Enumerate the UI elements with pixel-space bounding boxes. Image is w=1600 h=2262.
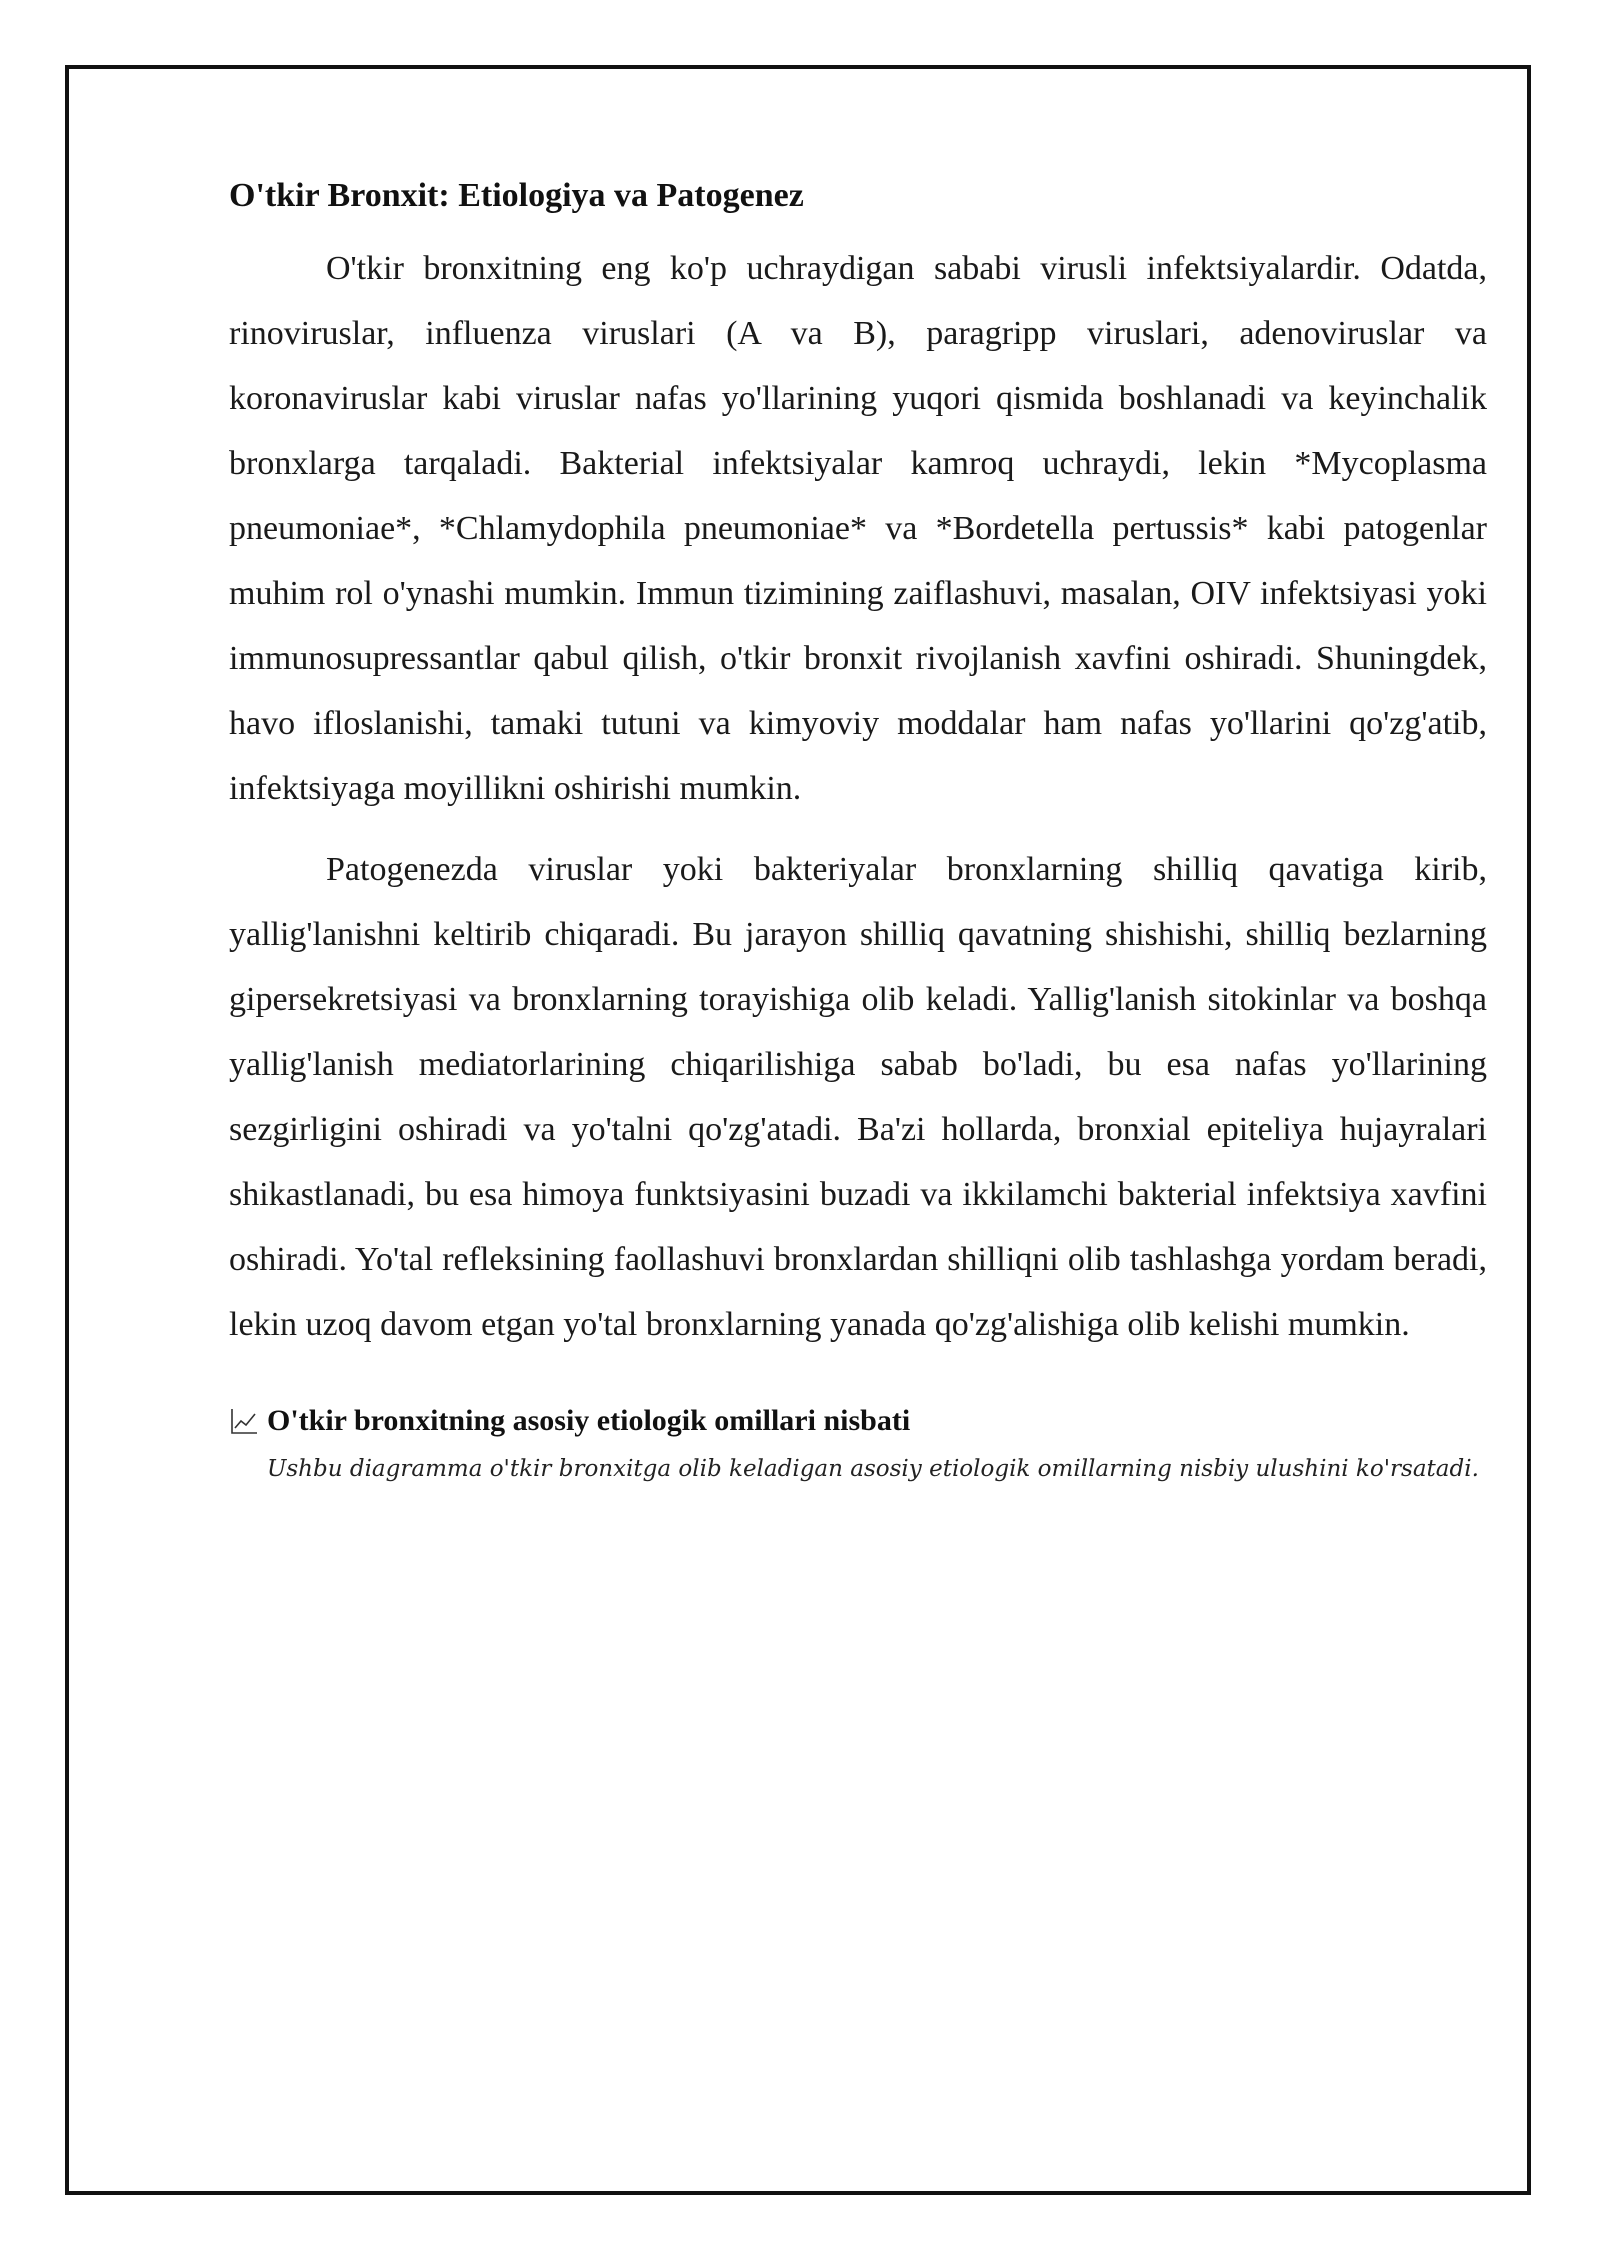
- chart-block: [229, 1401, 1487, 1487]
- chart-title: O'tkir bronxitning asosiy etiologik omillari nisbati: [267, 1404, 911, 1437]
- chart-line-icon: [229, 1406, 259, 1436]
- chart-caption: Ushbu diagramma o'tkir bronxitga olib keladigan asosiy etiologik omillarning nisbiy ulushini ko'rsatadi.: [267, 1456, 1479, 1482]
- paragraph-etiology: O'tkir bronxitning eng ko'p uchraydigan sababi virusli infektsiyalardir. Odatda, rinoviruslar, influenza viruslari (A va B), paragripp viruslari, adenoviruslar va koronaviruslar kabi viruslar nafas yo'llarining yuqori qismida boshlanadi va keyinchalik bronxlarga tarqaladi. Bakterial infektsiyalar kamroq uchraydi, lekin *Mycoplasma pneumoniae*, *Chlamydophila pneumoniae* va *Bordetella pertussis* kabi patogenlar muhim rol o'ynashi mumkin. Immun tizimining zaiflashuvi, masalan, OIV infektsiyasi yoki immunosupressantlar qabul qilish, o'tkir bronxit rivojlanish xavfini oshiradi. Shuningdek, havo ifloslanishi, tamaki tutuni va kimyoviy moddalar ham nafas yo'llarini qo'zg'atib, infektsiyaga moyillikni oshirishi mumkin.: [229, 250, 1487, 807]
- paragraph-pathogenesis: Patogenezda viruslar yoki bakteriyalar bronxlarning shilliq qavatiga kirib, yallig'lanishni keltirib chiqaradi. Bu jarayon shilliq qavatning shishishi, shilliq bezlarning gipersekretsiyasi va bronxlarning torayishiga olib keladi. Yallig'lanish sitokinlar va boshqa yallig'lanish mediatorlarining chiqarilishiga sabab bo'ladi, bu esa nafas yo'llarining sezgirligini oshiradi va yo'talni qo'zg'atadi. Ba'zi hollarda, bronxial epiteliya hujayralari shikastlanadi, bu esa himoya funktsiyasini buzadi va ikkilamchi bakterial infektsiya xavfini oshiradi. Yo'tal refleksining faollashuvi bronxlardan shilliqni olib tashlashga yordam beradi, lekin uzoq davom etgan yo'tal bronxlarning yanada qo'zg'alishiga olib kelishi mumkin.: [229, 851, 1487, 1343]
- section-heading: O'tkir Bronxit: Etiologiya va Patogenez: [229, 177, 804, 214]
- chart-title-row: [229, 1401, 1487, 1441]
- document-body: [229, 172, 1487, 1487]
